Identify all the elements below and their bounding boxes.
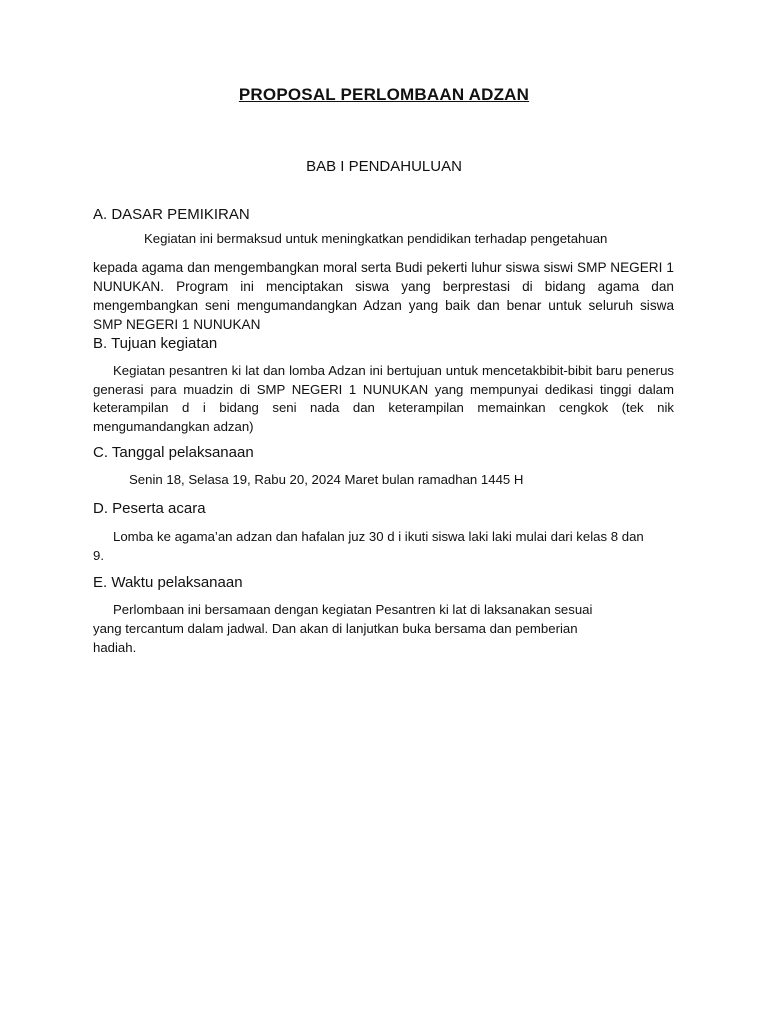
section-e-line-1: Perlombaan ini bersamaan dengan kegiatan Pesantren ki lat di laksanakan sesuai [113,602,593,617]
section-b-heading: B. Tujuan kegiatan [93,335,218,352]
section-b-body: Kegiatan pesantren ki lat dan lomba Adzan ini bertujuan untuk mencetakbibit-bibit baru penerus generasi para muadzin di SMP NEGERI 1 NUNUKAN yang mempunyai dedikasi tinggi dalam keterampilan d i bidang seni nada dan keterampilan memainkan cengkok (tek nik mengumandangkan adzan) [93,363,674,434]
chapter-heading: BAB I PENDAHULUAN [306,158,462,175]
section-e-line-3: hadiah. [93,640,137,655]
section-c-heading: C. Tanggal pelaksanaan [93,444,254,461]
section-e-heading: E. Waktu pelaksanaan [93,574,243,591]
section-a-heading: A. DASAR PEMIKIRAN [93,206,250,223]
section-a-first-line: Kegiatan ini bermaksud untuk meningkatkan pendidikan terhadap pengetahuan [144,231,608,246]
section-d-body: Lomba ke agama’an adzan dan hafalan juz 30 d i ikuti siswa laki laki mulai dari kelas 8 dan 9. [93,529,644,563]
section-c-body: Senin 18, Selasa 19, Rabu 20, 2024 Maret bulan ramadhan 1445 H [129,472,524,487]
section-d-heading: D. Peserta acara [93,500,206,517]
document-title: PROPOSAL PERLOMBAAN ADZAN [238,85,530,104]
section-e-line-2: yang tercantum dalam jadwal. Dan akan di lanjutkan buka bersama dan pemberian [93,621,578,636]
section-a-body: kepada agama dan mengembangkan moral serta Budi pekerti luhur siswa siswi SMP NEGERI 1 NUNUKAN. Program ini menciptakan siswa yang berprestasi di bidang agama dan mengembangkan seni mengumandangkan Adzan yang baik dan benar untuk seluruh siswa SMP NEGERI 1 NUNUKAN [93,260,674,332]
